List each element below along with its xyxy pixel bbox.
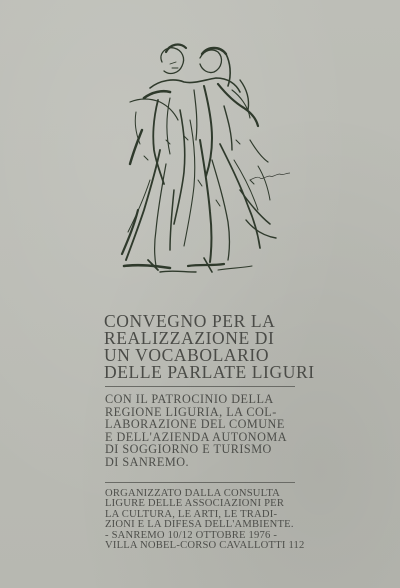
title-line: UN VOCABOLARIO — [104, 345, 270, 365]
patronage-line: E DELL'AZIENDA AUTONOMA — [105, 429, 288, 444]
patronage-line: CON IL PATROCINIO DELLA — [105, 392, 274, 406]
title-line: REALIZZAZIONE DI — [104, 328, 275, 348]
divider-line — [105, 482, 295, 483]
patronage-line: DI SANREMO. — [105, 454, 190, 469]
title-line: CONVEGNO PER LA — [104, 311, 276, 331]
organizer-line: ZIONI E LA DIFESA DELL'AMBIENTE. — [105, 519, 294, 531]
ink-sketch-two-figures — [100, 40, 300, 280]
patronage-line: LABORAZIONE DEL COMUNE — [105, 417, 285, 432]
divider-line — [105, 386, 295, 387]
organizer-line: LA CULTURA, LE ARTI, LE TRADI- — [105, 508, 278, 520]
organizer-line: VILLA NOBEL-CORSO CAVALLOTTI 112 — [105, 540, 305, 552]
organizer-text — [105, 489, 305, 551]
organizer-line: ORGANIZZATO DALLA CONSULTA — [105, 488, 281, 499]
patronage-line: DI SOGGIORNO E TURISMO — [105, 442, 272, 457]
patronage-text — [105, 393, 305, 469]
poster-title — [104, 311, 315, 382]
organizer-line: LIGURE DELLE ASSOCIAZIONI PER — [105, 498, 285, 510]
patronage-line: REGIONE LIGURIA, LA COL- — [105, 404, 277, 419]
artist-signature-mark — [100, 40, 300, 280]
organizer-line: - SANREMO 10/12 OTTOBRE 1976 - — [105, 529, 278, 541]
title-line: DELLE PARLATE LIGURI — [104, 362, 315, 382]
